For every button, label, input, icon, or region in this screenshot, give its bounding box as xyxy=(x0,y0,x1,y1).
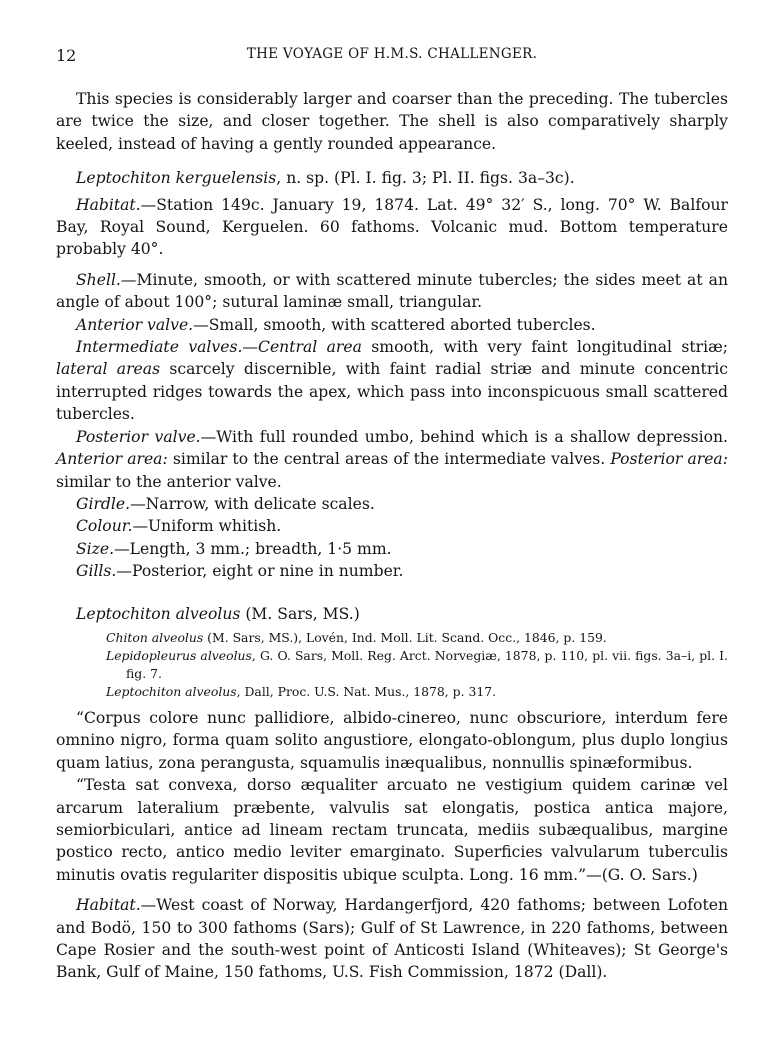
latin-quote-testa: “Testa sat convexa, dorso æqualiter arcuato ne vestigium quidem carinæ vel arcarum lateralium præbente, valvulis sat elongatis, postica antica majore, semiorbiculari, antice ad lineam rectam truncata, mediis subæqualibus, margine postico recto, antico medio leviter emarginato. Superficies valvularum tuberculis minutis ovatis regulariter dispositis ubique sculpta. Long. 16 mm.”—(G. O. Sars.) xyxy=(56,776,728,884)
habitat-label: Habitat. xyxy=(76,896,141,915)
intermediate-valves-description xyxy=(56,336,728,426)
species-name: Leptochiton kerguelensis xyxy=(76,169,277,188)
gills-text: —Posterior, eight or nine in number. xyxy=(116,562,404,581)
gills-label: Gills. xyxy=(76,562,117,581)
habitat-text: —Station 149c. January 19, 1874. Lat. 49° 32′ S., long. 70° W. Balfour Bay, Royal Sound, Kerguelen. 60 fathoms. Volcanic mud. Bottom temperature probably 40°. xyxy=(56,195,728,259)
anterior-area-label: Anterior area: xyxy=(56,450,168,469)
posterior-text-1: —With full rounded umbo, behind which is a shallow depression. xyxy=(200,427,728,446)
posterior-text-2: similar to the central areas of the intermediate valves. xyxy=(167,450,611,469)
synonym-entry xyxy=(56,683,728,701)
habitat-text: —West coast of Norway, Hardangerfjord, 420 fathoms; between Lofoten and Bodö, 150 to 300 fathoms (Sars); Gulf of St Lawrence, in 220 fathoms, between Cape Rosier and the south-west point of Anticosti Island (Whiteaves); St George's Bank, Gulf of Maine, 150 fathoms, U.S. Fish Commission, 1872 (Dall). xyxy=(56,896,728,982)
synonym-reference: , Dall, Proc. U.S. Nat. Mus., 1878, p. 317. xyxy=(236,683,497,699)
synonym-name: Lepidopleurus alveolus xyxy=(106,647,252,663)
species-name: Leptochiton alveolus xyxy=(76,604,241,623)
posterior-area-label: Posterior area: xyxy=(610,450,728,469)
habitat-kerguelensis xyxy=(56,194,728,261)
size-text: —Length, 3 mm.; breadth, 1·5 mm. xyxy=(114,539,392,558)
colour-description xyxy=(56,515,728,537)
girdle-label: Girdle. xyxy=(76,494,131,513)
species-heading-alveolus xyxy=(56,603,728,625)
colour-text: —Uniform whitish. xyxy=(132,517,282,536)
paragraph-comparison: This species is considerably larger and coarser than the preceding. The tubercles are twice the size, and closer together. The shell is also comparatively sharply keeled, instead of having a gently rounded appearance. xyxy=(56,90,728,153)
anterior-valve-label: Anterior valve. xyxy=(76,315,194,334)
shell-description xyxy=(56,269,728,314)
posterior-text-3: similar to the anterior valve. xyxy=(56,472,282,491)
page-body xyxy=(56,88,728,984)
synonym-name: Chiton alveolus xyxy=(106,629,204,645)
anterior-valve-description xyxy=(56,314,728,336)
anterior-valve-text: —Small, smooth, with scattered aborted tubercles. xyxy=(193,315,596,334)
page-number: 12 xyxy=(56,46,77,65)
species-reference: (M. Sars, MS.) xyxy=(240,604,360,623)
posterior-valve-description xyxy=(56,426,728,493)
synonym-name: Leptochiton alveolus xyxy=(106,683,237,699)
shell-label: Shell. xyxy=(76,270,121,289)
intermediate-valves-label: Intermediate valves. xyxy=(76,338,243,357)
synonym-reference: (M. Sars, MS.), Lovén, Ind. Moll. Lit. Scand. Occ., 1846, p. 159. xyxy=(203,629,607,645)
species-reference: , n. sp. (Pl. I. fig. 3; Pl. II. figs. 3a–3c). xyxy=(276,169,575,188)
shell-text: —Minute, smooth, or with scattered minute tubercles; the sides meet at an angle of about 100°; sutural laminæ small, triangular. xyxy=(56,270,728,312)
synonym-entry xyxy=(56,647,728,683)
habitat-label: Habitat. xyxy=(76,195,141,214)
synonymy-list xyxy=(56,629,728,701)
lateral-areas-label: lateral areas xyxy=(56,360,161,379)
synonym-reference: , G. O. Sars, Moll. Reg. Arct. Norvegiæ, 1878, p. 110, pl. vii. figs. 3a–i, pl. I. fig. 7. xyxy=(126,647,728,681)
latin-quote-corpus: “Corpus colore nunc pallidiore, albido-cinereo, nunc obscuriore, interdum fere omnino nigro, forma quam solito angustiore, elongato-oblongum, plus duplo longius quam latius, zona perangusta, squamulis inæqualibus, nonnullis spinæformibus. xyxy=(56,708,728,772)
intermediate-text-1: smooth, with very faint longitudinal striæ; xyxy=(361,338,728,357)
running-title: THE VOYAGE OF H.M.S. CHALLENGER. xyxy=(246,46,538,62)
colour-label: Colour. xyxy=(76,517,133,536)
species-heading-kerguelensis xyxy=(56,167,728,189)
posterior-valve-label: Posterior valve. xyxy=(76,427,201,446)
habitat-alveolus xyxy=(56,894,728,984)
size-description xyxy=(56,538,728,560)
gills-description xyxy=(56,560,728,582)
girdle-text: —Narrow, with delicate scales. xyxy=(130,494,375,513)
girdle-description xyxy=(56,493,728,515)
intermediate-text-2: scarcely discernible, with faint radial striæ and minute concentric interrupted ridges towards the apex, which pass into inconspicuous small scattered tubercles. xyxy=(56,360,728,424)
central-area-label: —Central area xyxy=(242,338,362,357)
synonym-entry xyxy=(56,629,728,647)
page-header xyxy=(56,46,728,68)
size-label: Size. xyxy=(76,539,115,558)
